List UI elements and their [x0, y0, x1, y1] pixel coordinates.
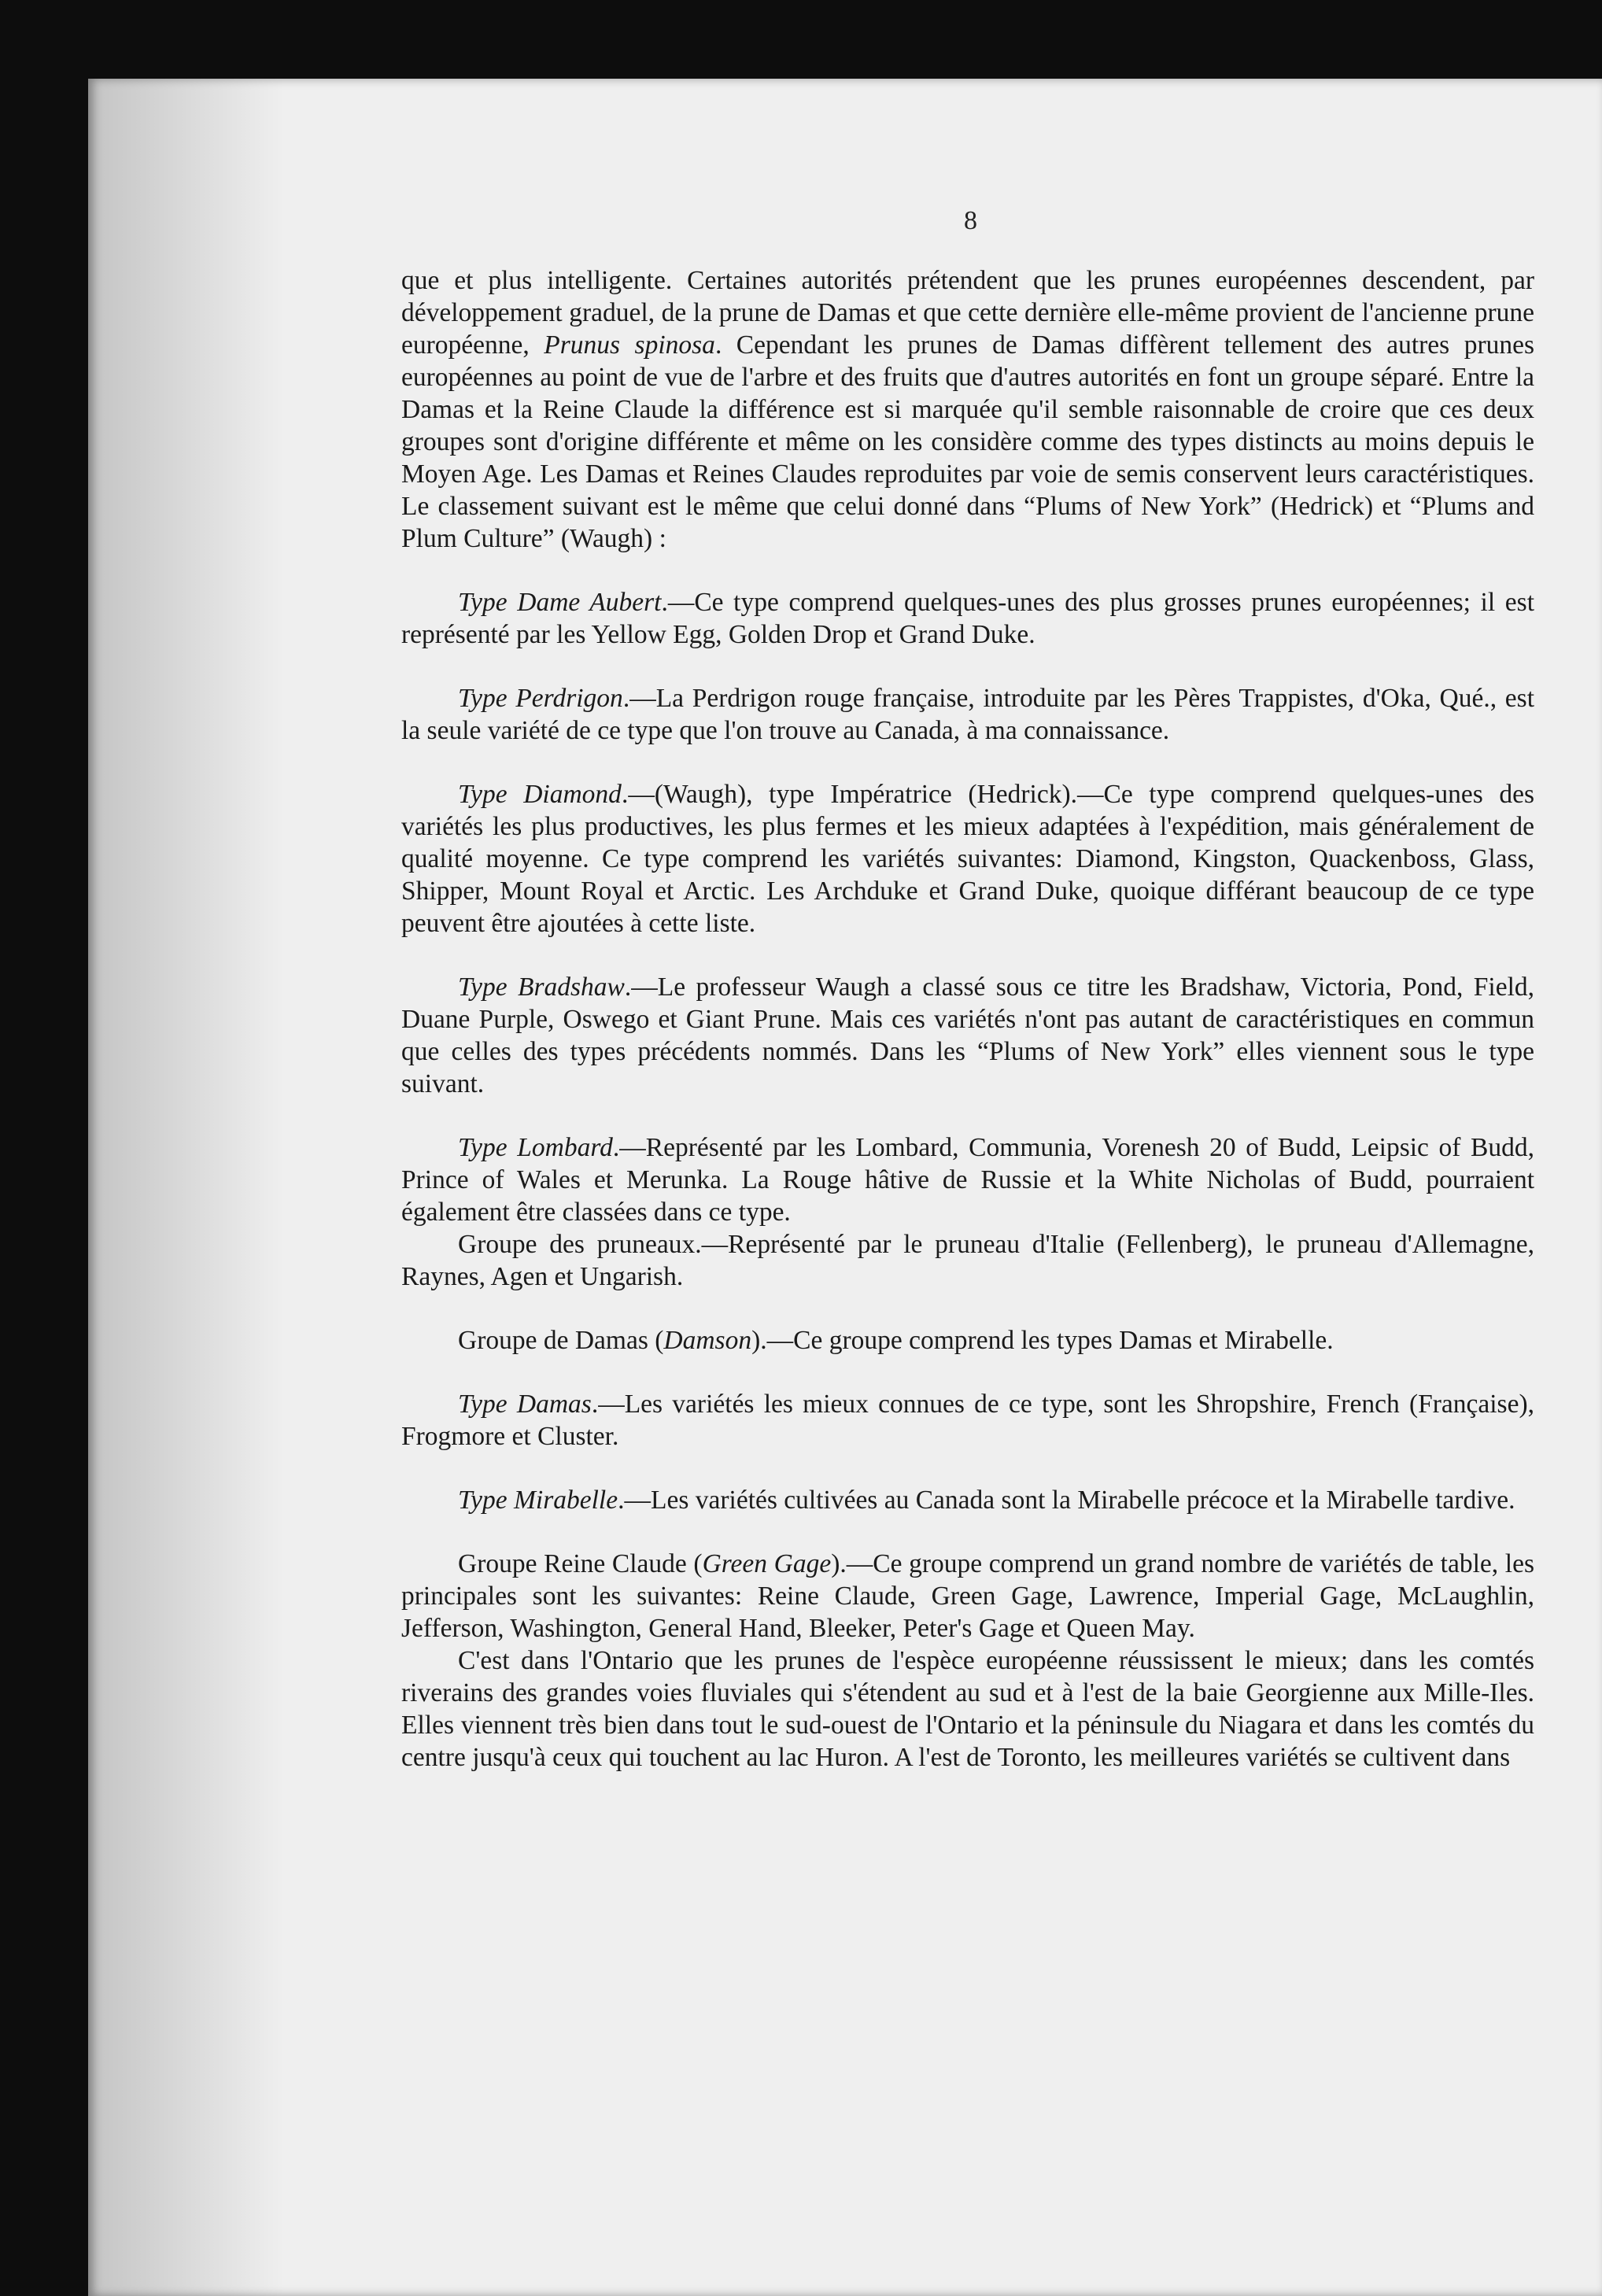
- paragraph: [401, 1131, 1534, 1228]
- page-number: 8: [964, 206, 977, 235]
- paragraph: [401, 586, 1534, 651]
- paragraph-text: .—Représenté par les Lombard, Communia, Vorenesh 20 of Budd, Leipsic of Budd, Prince of Wales et Merunka. La Rouge hâtive de Russie et la White Nicholas of Budd, pourraient également être classées dans ce type.: [401, 1133, 1535, 1227]
- paragraph: [401, 1388, 1534, 1453]
- paragraph-text: Groupe de Damas (: [458, 1326, 664, 1355]
- paragraph-text: ).—Ce groupe comprend un grand nombre de variétés de table, les principales sont les suivantes: Reine Claude, Green Gage, Lawrence, Imperial Gage, McLaughlin, Jefferson, Washington, General Hand, Bleeker, Peter's Gage et Queen May.: [401, 1549, 1534, 1643]
- paragraph: [401, 682, 1534, 747]
- paragraph-text: Groupe des pruneaux.—Représenté par le pruneau d'Italie (Fellenberg), le pruneau d'Allemagne, Raynes, Agen et Ungarish.: [401, 1230, 1534, 1291]
- paragraph: [401, 1644, 1534, 1774]
- paragraph-text: .—Ce type comprend quelques-unes des plus grosses prunes européennes; il est représenté par les Yellow Egg, Golden Drop et Grand Duke.: [401, 588, 1534, 649]
- paragraph: [401, 971, 1534, 1100]
- paragraph-text: .—Le professeur Waugh a classé sous ce titre les Bradshaw, Victoria, Pond, Field, Duane Purple, Oswego et Giant Prune. Mais ces variétés n'ont pas autant de caractéristiques en commun que celles des types précédents nommés. Dans les “Plums of New York” elles viennent sous le type suivant.: [401, 973, 1534, 1098]
- italic-term: Type Damas: [458, 1390, 592, 1419]
- italic-term: Type Diamond: [458, 780, 622, 809]
- paragraph-text: .—La Perdrigon rouge française, introduite par les Pères Trappistes, d'Oka, Qué., est la seule variété de ce type que l'on trouve au Canada, à ma connaissance.: [401, 684, 1535, 745]
- paragraph-text: .—Les variétés cultivées au Canada sont la Mirabelle précoce et la Mirabelle tardive.: [618, 1486, 1515, 1515]
- paragraph-text: C'est dans l'Ontario que les prunes de l'espèce européenne réussissent le mieux; dans les comtés riverains des grandes voies fluviales qui s'étendent au sud et à l'est de la baie Georgienne aux Mille-Iles. Elles viennent très bien dans tout le sud-ouest de l'Ontario et la péninsule du Niagara et dans les comtés du centre jusqu'à ceux qui touchent au lac Huron. A l'est de Toronto, les meilleures variétés se cultivent dans: [401, 1646, 1534, 1772]
- paragraph-text: que et plus intelligente. Certaines autorités prétendent que les prunes européennes descendent, par développement graduel, de la prune de Damas et que cette dernière elle-même provient de l'ancienne prune européenne,: [401, 266, 1534, 360]
- paragraph-text: Groupe Reine Claude (: [458, 1549, 703, 1578]
- paragraph: [401, 1548, 1534, 1644]
- page-binding-shadow: [88, 79, 285, 2296]
- paragraph: [401, 1484, 1534, 1516]
- italic-term: Type Dame Aubert: [458, 588, 662, 617]
- paragraph-text: .—(Waugh), type Impératrice (Hedrick).—Ce type comprend quelques-unes des variétés les plus productives, les plus fermes et les mieux adaptées à l'expédition, mais généralement de qualité moyenne. Ce type comprend les variétés suivantes: Diamond, Kingston, Quackenboss, Glass, Shipper, Mount Royal et Arctic. Les Archduke et Grand Duke, quoique différant beaucoup de ce type peuvent être ajoutées à cette liste.: [401, 780, 1534, 938]
- italic-term: Type Bradshaw: [458, 973, 625, 1002]
- italic-term: Damson: [663, 1326, 752, 1355]
- paragraph: [401, 264, 1534, 555]
- paragraph-text: .—Les variétés les mieux connues de ce type, sont les Shropshire, French (Française), Frogmore et Cluster.: [401, 1390, 1534, 1451]
- italic-term: Prunus spinosa: [544, 330, 715, 360]
- italic-term: Green Gage: [702, 1549, 832, 1578]
- italic-term: Type Lombard: [458, 1133, 613, 1162]
- paragraph: [401, 1228, 1534, 1293]
- paragraph-text: ).—Ce groupe comprend les types Damas et Mirabelle.: [751, 1326, 1334, 1355]
- paragraph: [401, 778, 1534, 939]
- paragraph-text: . Cependant les prunes de Damas diffèrent tellement des autres prunes européennes au point de vue de l'arbre et des fruits que d'autres autorités en font un groupe séparé. Entre la Damas et la Reine Claude la différence est si marquée qu'il semble raisonnable de croire que ces deux groupes sont d'origine différente et même on les considère comme des types distincts au moins depuis le Moyen Age. Les Damas et Reines Claudes reproduites par voie de semis conservent leurs caractéristiques. Le classement suivant est le même que celui donné dans “Plums of New York” (Hedrick) et “Plums and Plum Culture” (Waugh) :: [401, 330, 1535, 553]
- paragraph: [401, 1324, 1534, 1357]
- italic-term: Type Perdrigon: [458, 684, 623, 713]
- body-text: [401, 264, 1534, 1774]
- italic-term: Type Mirabelle: [458, 1486, 618, 1515]
